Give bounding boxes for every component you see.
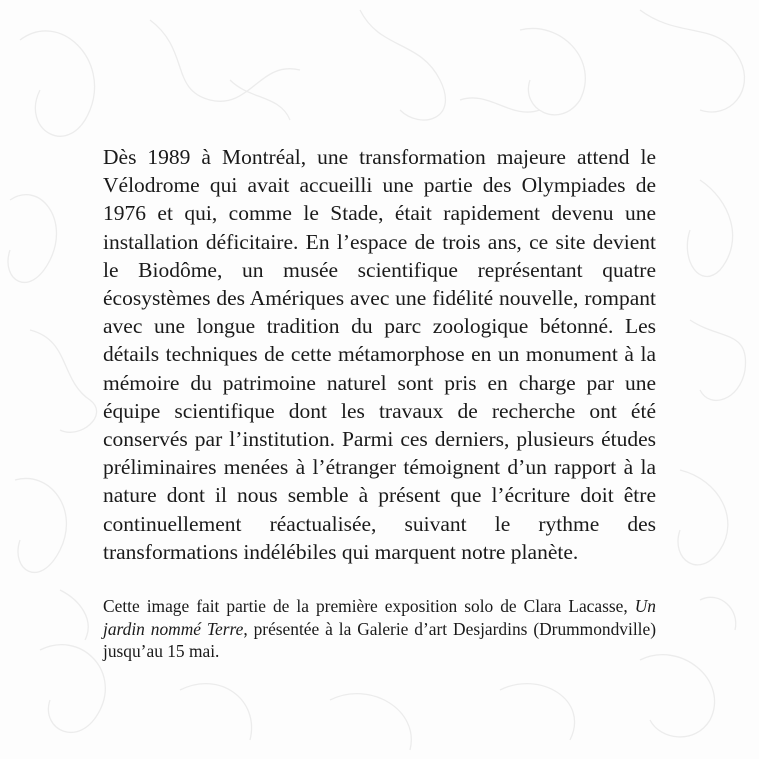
caption-text-start: Cette image fait partie de la première exposition solo de Clara Lacasse,: [103, 596, 635, 616]
caption-text-end: , présentée à la Galerie d’art Desjardins (Drummondville) jusqu’au 15 mai.: [103, 618, 657, 661]
body-paragraph: Dès 1989 à Montréal, une transformation majeure attend le Vélodrome qui avait accueilli une partie des Olympiades de 1976 et qui, comme le Stade, était rapidement devenu une installation déficitaire. En l’espace de trois ans, ce site devient le Biodôme, un musée scientifique représentant quatre écosystèmes des Amériques avec une fidélité nouvelle, rompant avec une longue tradition du parc zoologique bétonné. Les détails techniques de cette métamorphose en un monument à la mémoire du patrimoine naturel sont pris en charge par une équipe scientifique dont les travaux de recherche ont été conservés par l’institution. Parmi ces derniers, plusieurs études préliminaires menées à l’étranger témoignent d’un rapport à la nature dont il nous semble à présent que l’écriture doit être continuellement réactualisée, suivant le rythme des transformations indélébiles qui marquent notre planète.: [103, 145, 656, 564]
exhibition-title: Un jardin nommé Terre: [103, 596, 656, 639]
caption: [103, 595, 656, 663]
